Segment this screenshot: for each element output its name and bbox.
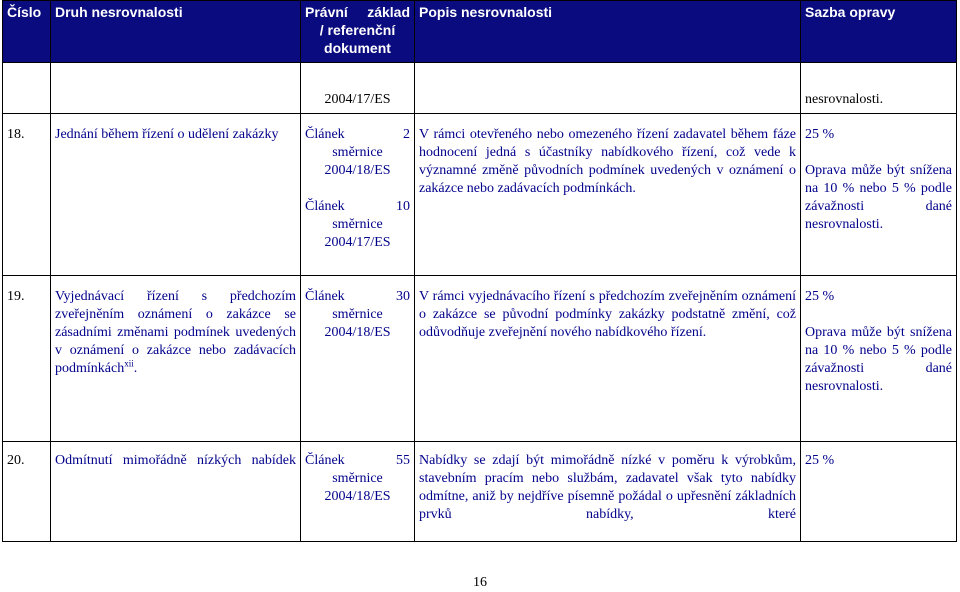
rate-percent: 25 %	[805, 453, 835, 468]
header-number: Číslo	[3, 1, 51, 63]
legal-directive: směrnice	[332, 217, 383, 232]
header-legal-line3: dokument	[324, 40, 391, 56]
table-row	[3, 114, 957, 276]
table-row	[3, 63, 957, 114]
cell-description	[415, 63, 801, 114]
cell-legal	[301, 442, 415, 542]
legal-article: Článek 30	[305, 289, 410, 304]
cell-type	[51, 442, 301, 542]
cell-type: Vyjednávací řízení s předchozím zveřejněním oznámení o zakázce se zásadními změnami podmínek uvedených v oznámení o zakázce nebo zadávacích podmínkách$^{xii}$.	[51, 276, 301, 442]
cell-number: 19.	[3, 276, 51, 442]
cell-legal	[301, 114, 415, 276]
description-text: V rámci otevřeného nebo omezeného řízení zadavatel během fáze hodnocení jedná s účastníky nabídkového řízení, což vede k významné změně původních podmínek uvedených v oznámení o zakázce nebo zadávacích podmínkách.	[419, 127, 796, 196]
header-legal-line1: Právní základ	[305, 4, 410, 20]
legal-ref: 2004/18/ES	[324, 325, 391, 340]
cell-rate	[801, 276, 957, 442]
rate-note: Oprava může být snížena na 10 % nebo 5 % podle závažnosti dané nesrovnalosti.	[805, 325, 952, 394]
cell-number: 20.	[3, 442, 51, 542]
rate-percent: 25 %	[805, 289, 835, 304]
legal-directive: směrnice	[332, 471, 383, 486]
table-row	[3, 442, 957, 542]
irregularities-table	[2, 0, 957, 542]
legal-article: Článek 55	[305, 453, 410, 468]
cell-type	[51, 63, 301, 114]
header-description: Popis nesrovnalosti	[415, 1, 801, 63]
cell-type	[51, 114, 301, 276]
legal-ref: 2004/18/ES	[324, 163, 391, 178]
legal-directive: směrnice	[332, 307, 383, 322]
table-row	[3, 276, 957, 442]
footnote-ref[interactable]: xii	[124, 358, 134, 369]
rate-note: Oprava může být snížena na 10 % nebo 5 % podle závažnosti dané nesrovnalosti.	[805, 163, 952, 232]
legal-article: Článek 10	[305, 199, 410, 214]
page-number: 16	[473, 575, 487, 590]
header-rate: Sazba opravy	[801, 1, 957, 63]
type-text: Vyjednávací řízení s předchozím zveřejněním oznámení o zakázce se zásadními změnami podmínek uvedených v oznámení o zakázce nebo zadávacích podmínkách	[55, 289, 296, 376]
cell-description	[415, 442, 801, 542]
cell-description	[415, 114, 801, 276]
header-type: Druh nesrovnalosti	[51, 1, 301, 63]
cell-legal	[301, 63, 415, 114]
cell-rate	[801, 63, 957, 114]
legal-ref: 2004/18/ES	[324, 489, 391, 504]
type-text: Odmítnutí mimořádně nízkých nabídek	[55, 453, 296, 468]
legal-ref: 2004/17/ES	[324, 92, 391, 107]
cell-rate	[801, 442, 957, 542]
legal-ref: 2004/17/ES	[324, 235, 391, 250]
cell-description	[415, 276, 801, 442]
table-header-row	[3, 1, 957, 63]
cell-number	[3, 63, 51, 114]
description-text: V rámci vyjednávacího řízení s předchozím zveřejněním oznámení o zakázce se původní podmínky zakázky podstatně změní, což odůvodňuje zveřejnění nového nabídkového řízení.	[419, 289, 796, 340]
rate-percent: 25 %	[805, 127, 835, 142]
description-text: Nabídky se zdají být mimořádně nízké v poměru k výrobkům, stavebním pracím nebo službám, zadavatel však tyto nabídky odmítne, aniž by nejdříve písemně požádal o upřesnění základních prvků nabídky, které	[419, 453, 796, 522]
rate-note: nesrovnalosti.	[805, 92, 884, 107]
cell-rate	[801, 114, 957, 276]
header-legal-line2: / referenční	[319, 22, 396, 38]
header-legal-basis	[301, 1, 415, 63]
cell-legal	[301, 276, 415, 442]
type-text: Jednání během řízení o udělení zakázky	[55, 127, 279, 142]
cell-number: 18.	[3, 114, 51, 276]
legal-article: Článek 2	[305, 127, 410, 142]
legal-directive: směrnice	[332, 145, 383, 160]
